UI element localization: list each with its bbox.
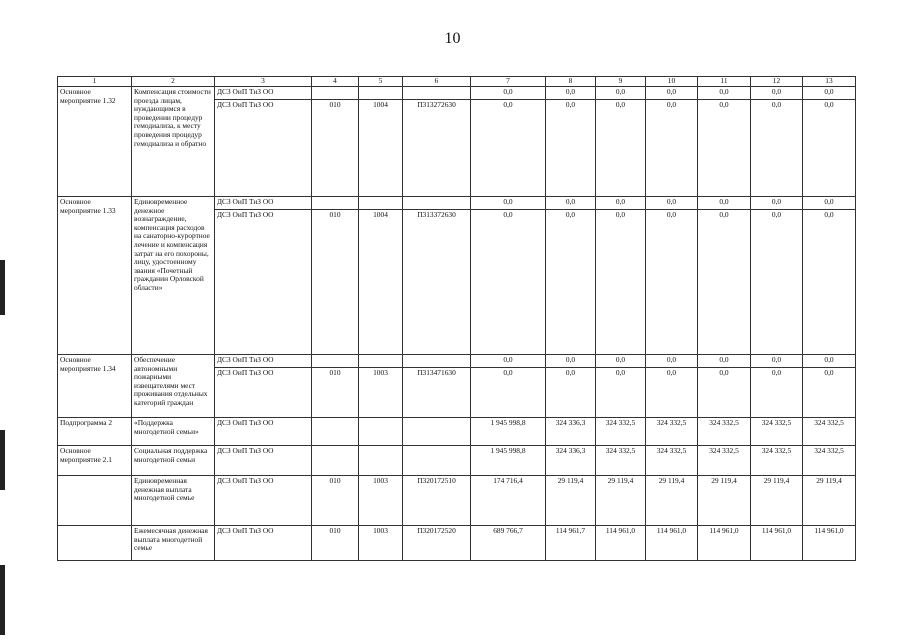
- amount-cell: 0,0: [546, 100, 596, 197]
- org-cell: ДСЗ ОиП ТиЗ ОО: [215, 197, 312, 210]
- header-cell: 8: [546, 77, 596, 87]
- code-cell: [359, 87, 403, 100]
- code-cell: 010: [312, 476, 359, 526]
- header-cell: 13: [803, 77, 856, 87]
- amount-cell: 0,0: [546, 197, 596, 210]
- code-cell: 1003: [359, 526, 403, 561]
- amount-cell: 324 332,5: [751, 446, 803, 476]
- amount-cell: 324 332,5: [751, 418, 803, 446]
- header-cell: 5: [359, 77, 403, 87]
- code-cell: [403, 87, 471, 100]
- section-description: Единовременное денежное вознаграждение, компенсация расходов на санаторно-курортное лечение и компенсация затрат на его похороны, лицу, удостоенному звания «Почетный гражданин Орловской области»: [132, 197, 215, 355]
- amount-cell: 0,0: [546, 355, 596, 368]
- amount-cell: 0,0: [646, 210, 698, 355]
- amount-cell: 0,0: [751, 87, 803, 100]
- amount-cell: 0,0: [596, 100, 646, 197]
- amount-cell: 0,0: [596, 355, 646, 368]
- org-cell: ДСЗ ОиП ТиЗ ОО: [215, 87, 312, 100]
- amount-cell: 0,0: [803, 100, 856, 197]
- amount-cell: 114 961,7: [546, 526, 596, 561]
- amount-cell: 29 119,4: [646, 476, 698, 526]
- org-cell: ДСЗ ОиП ТиЗ ОО: [215, 210, 312, 355]
- org-cell: ДСЗ ОиП ТиЗ ОО: [215, 100, 312, 197]
- amount-cell: 0,0: [646, 100, 698, 197]
- section-title: [58, 476, 132, 526]
- amount-cell: 0,0: [596, 368, 646, 418]
- amount-cell: 324 332,5: [646, 418, 698, 446]
- header-cell: 10: [646, 77, 698, 87]
- org-cell: ДСЗ ОиП ТиЗ ОО: [215, 476, 312, 526]
- amount-cell: 324 332,5: [646, 446, 698, 476]
- amount-cell: 0,0: [803, 368, 856, 418]
- amount-cell: 0,0: [803, 197, 856, 210]
- section-title: Основное мероприятие 1.32: [58, 87, 132, 197]
- amount-cell: 0,0: [646, 87, 698, 100]
- scan-edge-mark-bottom: [0, 565, 5, 635]
- amount-cell: 0,0: [751, 210, 803, 355]
- amount-cell: 29 119,4: [751, 476, 803, 526]
- code-cell: [403, 418, 471, 446]
- code-cell: [312, 418, 359, 446]
- code-cell: [312, 87, 359, 100]
- code-cell: П320172520: [403, 526, 471, 561]
- amount-cell: 324 332,5: [803, 446, 856, 476]
- code-cell: 010: [312, 100, 359, 197]
- amount-cell: 174 716,4: [471, 476, 546, 526]
- amount-cell: 0,0: [596, 87, 646, 100]
- header-cell: 12: [751, 77, 803, 87]
- section-description: Единовременная денежная выплата многодетной семье: [132, 476, 215, 526]
- amount-cell: 324 336,3: [546, 446, 596, 476]
- code-cell: 010: [312, 210, 359, 355]
- amount-cell: 29 119,4: [698, 476, 751, 526]
- amount-cell: 0,0: [471, 197, 546, 210]
- code-cell: [359, 355, 403, 368]
- amount-cell: 0,0: [698, 87, 751, 100]
- amount-cell: 29 119,4: [546, 476, 596, 526]
- table-row: [58, 197, 856, 210]
- code-cell: 1004: [359, 210, 403, 355]
- header-cell: 2: [132, 77, 215, 87]
- code-cell: П313372630: [403, 210, 471, 355]
- amount-cell: 0,0: [698, 100, 751, 197]
- table-row: [58, 446, 856, 476]
- code-cell: [312, 446, 359, 476]
- header-cell: 6: [403, 77, 471, 87]
- scan-edge-mark-mid: [0, 430, 5, 490]
- amount-cell: 689 766,7: [471, 526, 546, 561]
- amount-cell: 0,0: [698, 368, 751, 418]
- header-cell: 7: [471, 77, 546, 87]
- amount-cell: 0,0: [751, 355, 803, 368]
- amount-cell: 114 961,0: [646, 526, 698, 561]
- code-cell: [359, 446, 403, 476]
- amount-cell: 324 332,5: [698, 418, 751, 446]
- header-row: [58, 77, 856, 87]
- section-title: Основное мероприятие 1.34: [58, 355, 132, 418]
- section-title: Подпрограмма 2: [58, 418, 132, 446]
- code-cell: П320172510: [403, 476, 471, 526]
- amount-cell: 0,0: [698, 355, 751, 368]
- org-cell: ДСЗ ОиП ТиЗ ОО: [215, 526, 312, 561]
- section-title: [58, 526, 132, 561]
- amount-cell: 0,0: [751, 197, 803, 210]
- code-cell: 010: [312, 526, 359, 561]
- amount-cell: 0,0: [546, 368, 596, 418]
- table-row: [58, 476, 856, 526]
- table-row: [58, 526, 856, 561]
- amount-cell: 0,0: [596, 210, 646, 355]
- scan-edge-mark-top: [0, 260, 5, 315]
- amount-cell: 0,0: [546, 210, 596, 355]
- amount-cell: 0,0: [471, 355, 546, 368]
- amount-cell: 324 332,5: [803, 418, 856, 446]
- org-cell: ДСЗ ОиП ТиЗ ОО: [215, 446, 312, 476]
- amount-cell: 0,0: [751, 368, 803, 418]
- amount-cell: 0,0: [646, 197, 698, 210]
- table-row: [58, 418, 856, 446]
- amount-cell: 0,0: [751, 100, 803, 197]
- org-cell: ДСЗ ОиП ТиЗ ОО: [215, 368, 312, 418]
- section-description: «Поддержка многодетной семьи»: [132, 418, 215, 446]
- amount-cell: 324 332,5: [596, 446, 646, 476]
- code-cell: [403, 355, 471, 368]
- amount-cell: 0,0: [803, 355, 856, 368]
- amount-cell: 0,0: [698, 210, 751, 355]
- page-number: 10: [444, 30, 461, 47]
- table-row: [58, 87, 856, 100]
- code-cell: [359, 197, 403, 210]
- amount-cell: 0,0: [803, 210, 856, 355]
- code-cell: П313471630: [403, 368, 471, 418]
- header-cell: 11: [698, 77, 751, 87]
- code-cell: [403, 197, 471, 210]
- amount-cell: 324 332,5: [596, 418, 646, 446]
- amount-cell: 29 119,4: [803, 476, 856, 526]
- code-cell: 1003: [359, 476, 403, 526]
- amount-cell: 1 945 998,8: [471, 446, 546, 476]
- amount-cell: 114 961,0: [751, 526, 803, 561]
- code-cell: П313272630: [403, 100, 471, 197]
- amount-cell: 0,0: [471, 368, 546, 418]
- amount-cell: 0,0: [546, 87, 596, 100]
- amount-cell: 0,0: [471, 100, 546, 197]
- amount-cell: 0,0: [596, 197, 646, 210]
- code-cell: [312, 355, 359, 368]
- code-cell: [403, 446, 471, 476]
- section-description: Обеспечение автономными пожарными извещателями мест проживания отдельных категорий граждан: [132, 355, 215, 418]
- amount-cell: 0,0: [471, 210, 546, 355]
- amount-cell: 1 945 998,8: [471, 418, 546, 446]
- section-title: Основное мероприятие 2.1: [58, 446, 132, 476]
- amount-cell: 114 961,0: [596, 526, 646, 561]
- section-description: Компенсация стоимости проезда лицам, нуждающимся в проведении процедур гемодиализа, к месту проведения процедур гемодиализа и обратно: [132, 87, 215, 197]
- amount-cell: 114 961,0: [698, 526, 751, 561]
- section-description: Ежемесячная денежная выплата многодетной семье: [132, 526, 215, 561]
- amount-cell: 0,0: [698, 197, 751, 210]
- header-cell: 9: [596, 77, 646, 87]
- header-cell: 1: [58, 77, 132, 87]
- amount-cell: 324 332,5: [698, 446, 751, 476]
- code-cell: 1004: [359, 100, 403, 197]
- section-description: Социальная поддержка многодетной семьи: [132, 446, 215, 476]
- amount-cell: 114 961,0: [803, 526, 856, 561]
- org-cell: ДСЗ ОиП ТиЗ ОО: [215, 355, 312, 368]
- amount-cell: 0,0: [471, 87, 546, 100]
- amount-cell: 0,0: [646, 355, 698, 368]
- header-cell: 3: [215, 77, 312, 87]
- amount-cell: 324 336,3: [546, 418, 596, 446]
- org-cell: ДСЗ ОиП ТиЗ ОО: [215, 418, 312, 446]
- amount-cell: 0,0: [803, 87, 856, 100]
- section-title: Основное мероприятие 1.33: [58, 197, 132, 355]
- table-row: [58, 355, 856, 368]
- code-cell: 010: [312, 368, 359, 418]
- code-cell: [359, 418, 403, 446]
- amount-cell: 0,0: [646, 368, 698, 418]
- code-cell: [312, 197, 359, 210]
- budget-table: [57, 76, 856, 561]
- amount-cell: 29 119,4: [596, 476, 646, 526]
- code-cell: 1003: [359, 368, 403, 418]
- header-cell: 4: [312, 77, 359, 87]
